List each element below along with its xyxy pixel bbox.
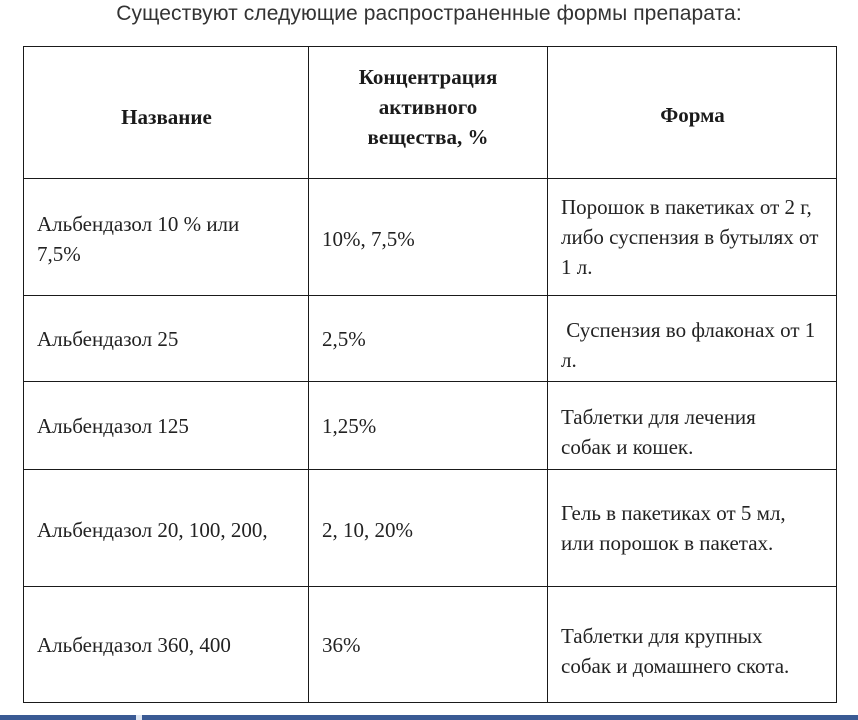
- cell-name: Альбендазол 25: [24, 296, 309, 382]
- drug-forms-table: [23, 46, 837, 703]
- bottom-bar-notch: [136, 715, 142, 720]
- intro-text: Существуют следующие распространенные формы препарата:: [116, 2, 742, 25]
- header-form: Форма: [548, 47, 837, 179]
- cell-form: Таблетки для крупных собак и домашнего скота.: [548, 587, 837, 703]
- cell-concentration: 1,25%: [309, 382, 548, 470]
- cell-name: Альбендазол 10 % или 7,5%: [24, 179, 309, 296]
- cell-form: Суспензия во флаконах от 1 л.: [548, 296, 837, 382]
- header-name: Название: [24, 47, 309, 179]
- cell-name: Альбендазол 360, 400: [24, 587, 309, 703]
- cell-name: Альбендазол 125: [24, 382, 309, 470]
- table-row: [24, 587, 837, 703]
- table-row: [24, 382, 837, 470]
- cell-concentration: 36%: [309, 587, 548, 703]
- table-row: [24, 296, 837, 382]
- table-row: [24, 179, 837, 296]
- table-header-row: [24, 47, 837, 179]
- bottom-bar: [0, 715, 858, 720]
- cell-name: Альбендазол 20, 100, 200,: [24, 470, 309, 587]
- cell-form: Порошок в пакетиках от 2 г, либо суспензия в бутылях от 1 л.: [548, 179, 837, 296]
- cell-concentration: 2, 10, 20%: [309, 470, 548, 587]
- cell-concentration: 10%, 7,5%: [309, 179, 548, 296]
- table-row: [24, 470, 837, 587]
- header-concentration: Концентрация активного вещества, %: [309, 47, 548, 179]
- cell-form: Гель в пакетиках от 5 мл, или порошок в пакетах.: [548, 470, 837, 587]
- cell-form: Таблетки для лечения собак и кошек.: [548, 382, 837, 470]
- cell-concentration: 2,5%: [309, 296, 548, 382]
